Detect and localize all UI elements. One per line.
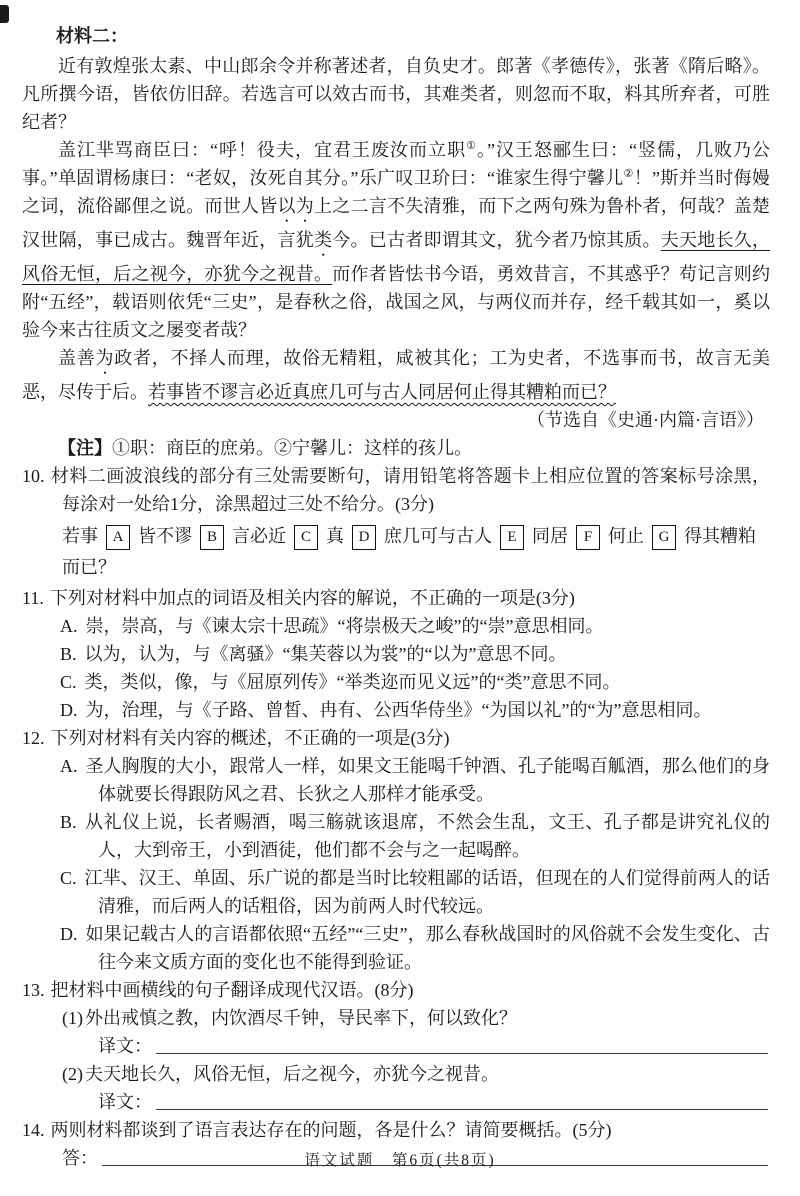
option-text: 江芈、汉王、单固、乐广说的都是当时比较粗鄙的话语，但现在的人们觉得前两人的话清雅，而后两人的话粗俗，因为前两人时代较远。 [84,868,770,916]
question-14-stem [22,1116,770,1144]
note-text: ①职：商臣的庶弟。②宁馨儿：这样的孩儿。 [112,438,472,458]
question-stem-text: 下列对材料有关内容的概述，不正确的一项是(3分) [50,728,450,748]
option-label: D. [60,924,78,944]
sentence-fragment: 同居 [532,526,568,546]
answer-blank-line [156,1052,768,1054]
option-text: 类，类似，像，与《屈原列传》“举类迩而见义远”的“类”意思不同。 [84,672,621,692]
question-13-stem [22,976,770,1004]
option-text: 崇，崇高，与《谏太宗十思疏》“将崇极天之峻”的“崇”意思相同。 [85,616,604,636]
option-D [22,696,770,724]
option-C [22,668,770,696]
sentence-fragment: 若事 [62,526,98,546]
option-C [22,864,770,920]
translation-answer-line [22,1032,770,1060]
question-number: 14. [22,1120,45,1140]
sentence-fragment: 得其糟粕而已？ [62,526,756,577]
questions-section [22,462,770,1172]
question-12-stem [22,724,770,752]
material-section [22,22,770,462]
sub-question-text: 外出戒慎之教，内饮酒尽千钟，导民率下，何以致化？ [85,1008,517,1028]
material-run: 政者，不择人而理，故俗无精粗，咸被其化；工为史者，不选事而书，故言无美恶，尽传于后。 [22,348,771,402]
option-label: C. [60,672,77,692]
q10-segmented-sentence [22,521,770,583]
option-text: 为，治理，与《子路、曾皙、冉有、公西华侍坐》“为国以礼”的“为”意思相同。 [85,700,712,720]
answer-letter-box: E [500,525,524,550]
page-footer: 语文试题 第6页(共8页) [304,1152,496,1169]
question-number: 13. [22,980,45,1000]
option-text: 以为，认为，与《离骚》“集芙蓉以为裳”的“以为”意思不同。 [84,644,567,664]
option-label: C. [60,868,77,888]
material-run: 上之二言不失清雅，而下之两句殊为鲁朴者，何哉？盖楚汉世隔，事已成古。魏晋年近，言犹 [22,196,770,250]
option-A [22,752,770,808]
answer-letter-box: G [652,525,676,550]
material-run-underline: 夫天地长久，风俗无恒，后之视今，亦犹今之视昔。 [22,230,770,284]
material-run-dots: 类 [314,230,333,250]
question-11-stem [22,584,770,612]
sub-question [22,1004,770,1032]
question-11-options [22,612,770,724]
option-label: B. [60,644,77,664]
sentence-fragment: 何止 [608,526,644,546]
question-stem-text: 材料二画波浪线的部分有三处需要断句，请用铅笔将答题卡上相应位置的答案标号涂黑，每涂对一处给1分，涂黑超过三处不给分。(3分) [50,466,770,514]
question-12-options [22,752,770,976]
sub-question-label: (2) [62,1064,83,1084]
option-label: D. [60,700,78,720]
answer-letter-box: C [294,525,318,550]
note-label: 【注】 [58,438,112,458]
option-B [22,640,770,668]
option-text: 如果记载古人的言语都依照“五经”“三史”，那么春秋战国时的风俗就不会发生变化、古往今来文质方面的变化也不能得到验证。 [85,924,770,972]
answer-label: 答： [62,1148,98,1168]
material-run-dots: 为 [95,348,115,368]
material-run: 而作者皆怯书今语，勇效昔言，不其惑乎？苟记言则约附“五经”，载语则依凭“三史”，是春秋之俗，战国之风，与两仪而并存，经千载其如一，奚以验今来古往质文之屡变者哉？ [22,264,770,340]
material-run: 今。已古者即谓其文，犹今者乃惊其质。 [332,230,661,250]
answer-label: 译文： [98,1092,152,1112]
answer-letter-box: F [576,525,600,550]
answer-letter-box: A [106,525,130,550]
answer-label: 译文： [98,1036,152,1056]
option-label: A. [60,756,78,776]
material-run-dots: 以为 [277,196,314,216]
option-text: 从礼仪上说，长者赐酒，喝三觞就该退席，不然会生乱，文王、孔子都是讲究礼仪的人，大到帝王，小到酒徒，他们都不会与之一起喝醉。 [84,812,770,860]
option-D [22,920,770,976]
material-run: 。”汉王怒郦生曰：“竖儒，几败乃公事。”单固谓杨康曰：“老奴，汝死自其分。”乐广叹卫玠曰：“谁家生得宁馨儿 [22,140,770,188]
question-10-stem [22,462,770,518]
option-A [22,612,770,640]
material-paragraph [22,136,770,344]
answer-letter-box: D [352,525,376,550]
material-run: 近有敦煌张太素、中山郎余令并称著述者，自负史才。郎著《孝德传》，张著《隋后略》。凡所撰今语，皆依仿旧辞。若选言可以效古而书，其难类者，则忽而不取，料其所弃者，可胜纪者？ [22,56,770,132]
question-number: 11. [22,588,44,608]
question-stem-text: 下列对材料中加点的词语及相关内容的解说，不正确的一项是(3分) [49,588,575,608]
material-paragraph [22,52,770,136]
material-run-sup: ① [466,140,477,152]
source-line: （节选自《史通·内篇·言语》） [527,410,764,430]
question-13 [22,976,770,1116]
sub-question-text: 夫天地长久，风俗无恒，后之视今，亦犹今之视昔。 [85,1064,499,1084]
question-number: 10. [22,466,45,486]
sentence-fragment: 言必近 [232,526,286,546]
sub-question-label: (1) [62,1008,83,1028]
question-stem-text: 两则材料都谈到了语言表达存在的问题，各是什么？请简要概括。(5分) [50,1120,612,1140]
material-paragraph [22,344,770,406]
question-12 [22,724,770,976]
option-label: B. [60,812,77,832]
answer-letter-box: B [200,525,224,550]
material-run: 盖善 [58,348,96,368]
option-B [22,808,770,864]
note-line [22,434,770,462]
question-11 [22,584,770,724]
sentence-fragment: 庶几可与古人 [384,526,492,546]
sentence-fragment: 真 [326,526,344,546]
sentence-fragment: 皆不谬 [138,526,192,546]
question-13-subitems [22,1004,770,1116]
material-run: 盖江芈骂商臣曰：“呼！役夫，宜君王废汝而立职 [58,140,467,160]
answer-blank-line [156,1108,768,1110]
question-number: 12. [22,728,45,748]
option-label: A. [60,616,78,636]
material-run-sup: ② [623,168,634,180]
scan-artifact [0,5,9,23]
translation-answer-line [22,1088,770,1116]
material-run: ！”斯并当时侮嫚之词，流俗鄙俚之说。而世人皆 [22,168,770,216]
sub-question [22,1060,770,1088]
question-stem-text: 把材料中画横线的句子翻译成现代汉语。(8分) [50,980,414,1000]
material-run-wavy: 若事皆不谬言必近真庶几可与古人同居何止得其糟粕而已？ [148,382,616,402]
question-10 [22,462,770,583]
material-paragraphs [22,52,770,406]
material-heading: 材料二： [56,26,128,46]
option-text: 圣人胸腹的大小，跟常人一样，如果文王能喝千钟酒、孔子能喝百觚酒，那么他们的身体就要长得跟防风之君、长狄之人那样才能承受。 [85,756,770,804]
